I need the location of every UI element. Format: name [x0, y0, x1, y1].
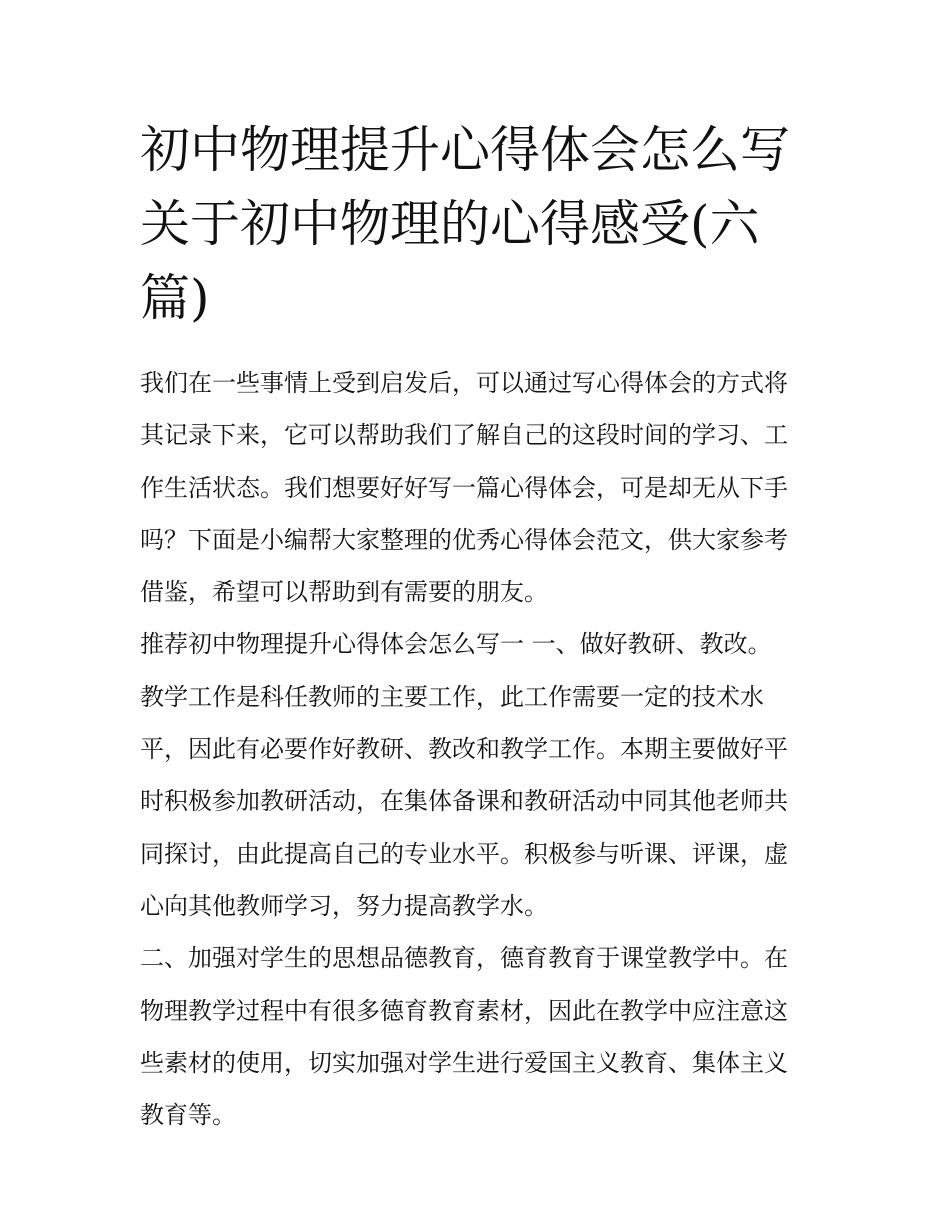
title-line-2: 关于初中物理的心得感受(六	[140, 195, 760, 253]
document-title	[140, 113, 812, 335]
document-body	[140, 357, 820, 1141]
title-line-1: 初中物理提升心得体会怎么写	[140, 121, 790, 179]
teaching-work-paragraph	[140, 671, 820, 932]
section-heading-paragraph	[140, 618, 820, 670]
intro-paragraph	[140, 357, 820, 618]
text-line: 作生活状态。我们想要好好写一篇心得体会，可是却无从下手	[140, 473, 788, 502]
text-line: 时积极参加教研活动，在集体备课和教研活动中同其他老师共	[140, 787, 788, 816]
title-line-3: 篇)	[140, 269, 210, 327]
text-line: 借鉴，希望可以帮助到有需要的朋友。	[140, 578, 548, 607]
text-line: 教学工作是科任教师的主要工作，此工作需要一定的技术水	[140, 682, 764, 711]
text-line: 心向其他教师学习，努力提高教学水。	[140, 891, 548, 920]
text-line: 二、加强对学生的思想品德教育，德育教育于课堂教学中。在	[140, 944, 788, 973]
text-line: 推荐初中物理提升心得体会怎么写一 一、做好教研、教改。	[140, 630, 772, 659]
text-line: 些素材的使用，切实加强对学生进行爱国主义教育、集体主义	[140, 1048, 788, 1077]
moral-education-paragraph	[140, 932, 820, 1141]
text-line: 吗？下面是小编帮大家整理的优秀心得体会范文，供大家参考	[140, 525, 788, 554]
text-line: 其记录下来，它可以帮助我们了解自己的这段时间的学习、工	[140, 421, 788, 450]
text-line: 教育等。	[140, 1101, 236, 1130]
text-line: 我们在一些事情上受到启发后，可以通过写心得体会的方式将	[140, 369, 788, 397]
text-line: 平，因此有必要作好教研、教改和教学工作。本期主要做好平	[140, 735, 788, 764]
text-line: 同探讨，由此提高自己的专业水平。积极参与听课、评课，虚	[140, 839, 788, 868]
text-line: 物理教学过程中有很多德育教育素材，因此在教学中应注意这	[140, 996, 788, 1025]
